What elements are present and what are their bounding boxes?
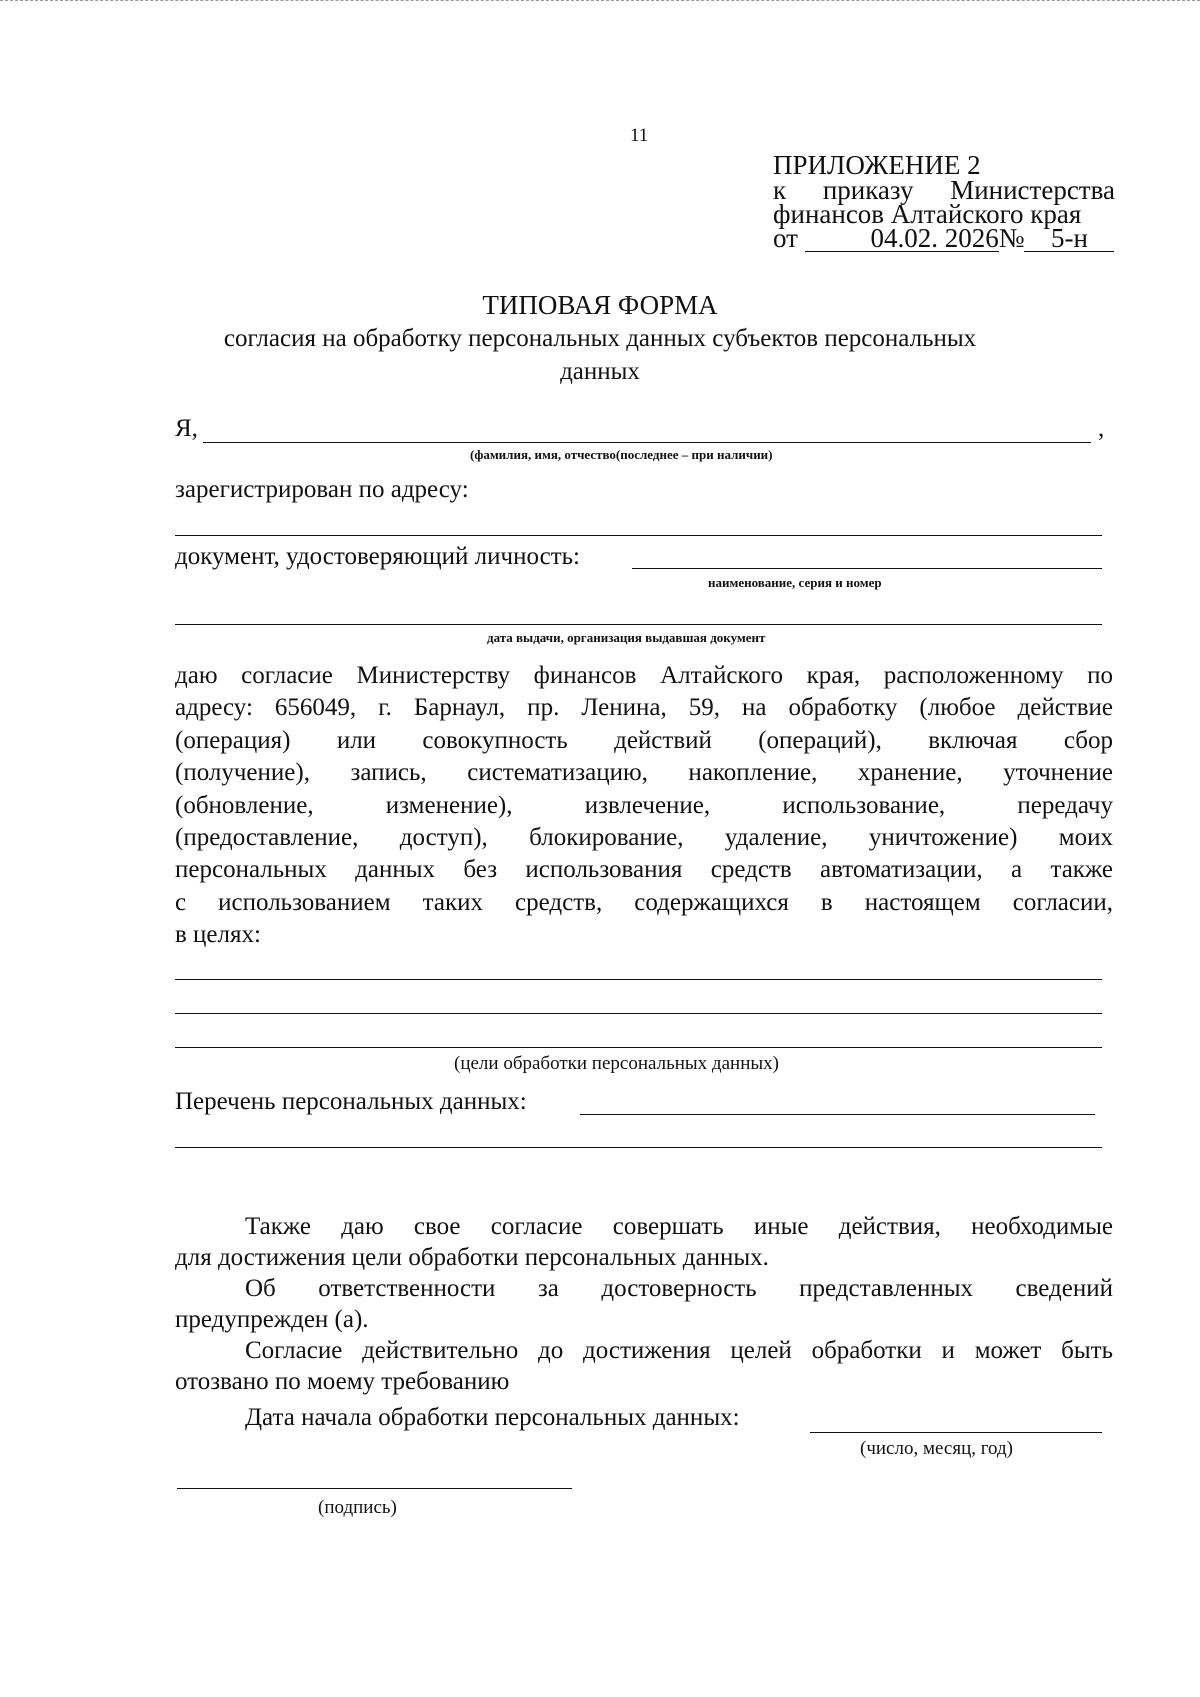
signature-caption: (подпись) (318, 1497, 397, 1518)
identity-doc-label: документ, удостоверяющий личность: (175, 543, 580, 570)
consent-line: (получение), запись, систематизацию, накопление, хранение, уточнение (175, 759, 1113, 787)
issue-caption: дата выдачи, организация выдавшая документ (487, 630, 766, 645)
date-year-field: 2026 (944, 223, 999, 253)
start-date-caption: (число, месяц, год) (860, 1438, 1014, 1459)
appendix-date (773, 225, 1114, 252)
fio-comma: , (1098, 415, 1105, 442)
closing-paragraphs (175, 1211, 1113, 1397)
closing-line: Согласие действительно до достижения целей обработки и может быть (245, 1337, 1113, 1364)
start-date-label: Дата начала обработки персональных данных: (245, 1404, 740, 1431)
identity-doc-blank-line (632, 568, 1102, 569)
consent-line: адресу: 656049, г. Барнаул, пр. Ленина, 59, на обработку (любое действие (175, 694, 1113, 722)
identity-doc-caption: наименование, серия и номер (708, 575, 882, 590)
closing-line: Также даю свое согласие совершать иные действия, необходимые (245, 1213, 1113, 1240)
date-prefix: от (773, 223, 798, 253)
ref-order: приказу (822, 175, 914, 205)
form-subtitle-line1: согласия на обработку персональных данных субъектов персональных (223, 325, 977, 352)
consent-line: в целях: (175, 921, 261, 949)
data-list-blank-line-1 (580, 1114, 1095, 1115)
consent-line: (предоставление, доступ), блокирование, удаление, уничтожение) моих (175, 824, 1113, 852)
purpose-blank-line-2 (175, 1013, 1102, 1014)
data-list-blank-line-2 (175, 1147, 1102, 1148)
closing-line: отозвано по моему требованию (175, 1368, 510, 1395)
address-label: зарегистрирован по адресу: (175, 476, 469, 503)
signature-blank-line (177, 1488, 572, 1489)
consent-line: (обновление, изменение), извлечение, использование, передачу (175, 791, 1113, 819)
consent-line: (операция) или совокупность действий (операций), включая сбор (175, 726, 1113, 754)
fio-caption: (фамилия, имя, отчество(последнее – при наличии) (470, 447, 773, 462)
closing-line: для достижения цели обработки персональных данных. (175, 1244, 769, 1271)
number-sign: № (998, 223, 1025, 253)
fio-blank-line (203, 442, 1091, 443)
number-value-field: 5-н (1024, 225, 1114, 252)
consent-line: персональных данных без использования средств автоматизации, а также (175, 856, 1113, 884)
appendix-reference (773, 175, 1115, 229)
purposes-caption: (цели обработки персональных данных) (454, 1053, 779, 1074)
consent-line: с использованием таких средств, содержащихся в настоящем согласии, (175, 888, 1113, 916)
ref-ministry: Министерства (950, 175, 1115, 205)
scan-edge-line (0, 0, 1200, 2)
form-subtitle-line2: данных (560, 358, 640, 385)
appendix-title: ПРИЛОЖЕНИЕ 2 (773, 150, 981, 180)
consent-paragraph (175, 660, 1113, 952)
data-list-label: Перечень персональных данных: (175, 1088, 527, 1115)
i-label: Я, (175, 415, 198, 442)
issue-blank-line (175, 624, 1102, 625)
closing-line: предупрежден (а). (175, 1306, 369, 1333)
purpose-blank-line-3 (175, 1047, 1102, 1048)
consent-line: даю согласие Министерству финансов Алтайского края, расположенному по (175, 662, 1113, 689)
date-value-field: 04.02. (805, 225, 945, 252)
purpose-blank-line-1 (175, 979, 1102, 980)
start-date-blank-line (810, 1432, 1102, 1433)
ref-to: к (773, 175, 787, 205)
address-blank-line (175, 535, 1102, 536)
closing-line: Об ответственности за достоверность представленных сведений (245, 1275, 1113, 1302)
form-title: ТИПОВАЯ ФОРМА (482, 290, 718, 320)
page-number: 11 (630, 125, 649, 146)
ref-line2: финансов Алтайского края (773, 199, 1082, 229)
